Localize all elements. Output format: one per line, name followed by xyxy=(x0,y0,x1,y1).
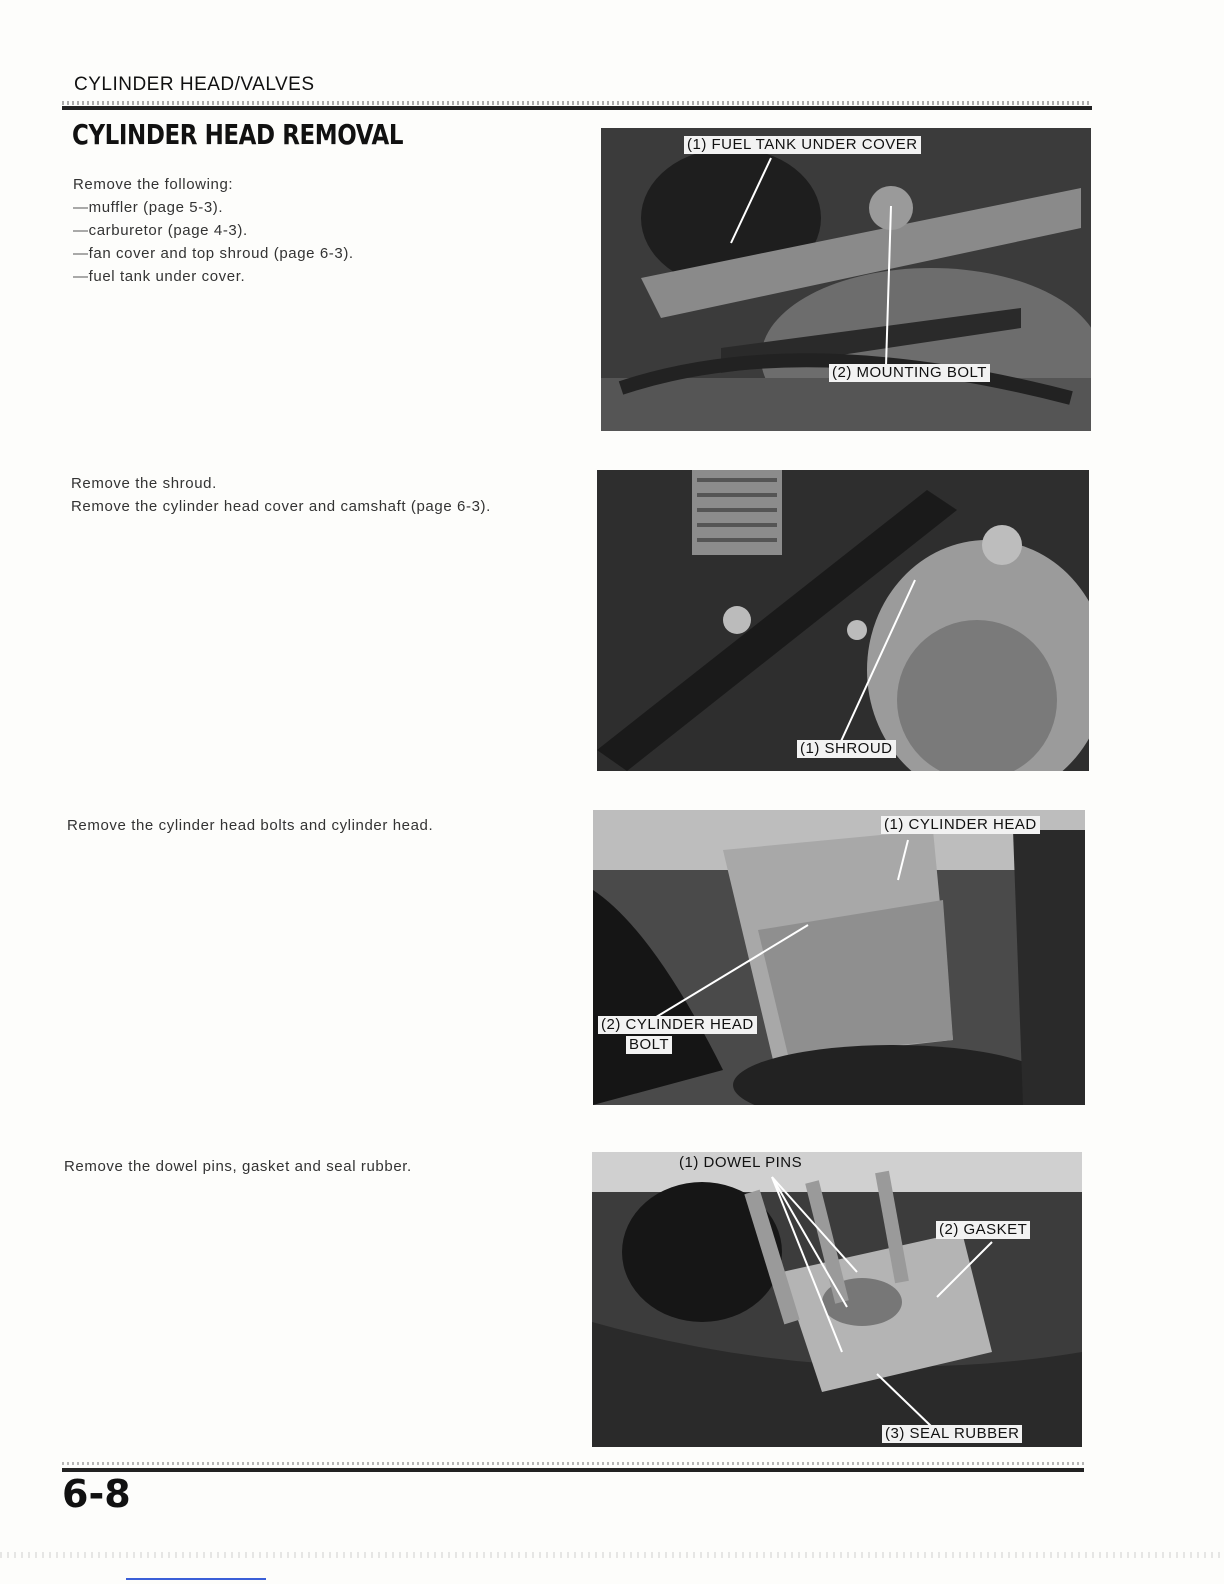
step-1-item: — carburetor (page 4-3). xyxy=(73,219,354,242)
step-4-text xyxy=(64,1155,412,1178)
engine-photo-image xyxy=(601,128,1091,431)
step-2-line: Remove the cylinder head cover and camshaft (page 6-3). xyxy=(71,498,491,515)
step-1-item: — fan cover and top shroud (page 6-3). xyxy=(73,242,354,265)
figure-cylinder-head xyxy=(593,810,1085,1105)
callout-cylinder-head-bolt-line2: BOLT xyxy=(626,1036,672,1054)
page-title: CYLINDER HEAD REMOVAL xyxy=(72,118,404,151)
footer-rule-texture xyxy=(62,1462,1084,1465)
callout-cylinder-head: (1) CYLINDER HEAD xyxy=(881,816,1040,834)
callout-gasket: (2) GASKET xyxy=(936,1221,1030,1239)
engine-photo-image xyxy=(597,470,1089,771)
callout-shroud: (1) SHROUD xyxy=(797,740,896,758)
step-1-text xyxy=(73,173,354,288)
page-number: 6-8 xyxy=(62,1472,131,1516)
callout-cylinder-head-bolt: (2) CYLINDER HEAD xyxy=(598,1016,757,1034)
step-4-line: Remove the dowel pins, gasket and seal rubber. xyxy=(64,1158,412,1175)
step-1-intro: Remove the following: xyxy=(73,176,234,193)
callout-fuel-tank-under-cover: (1) FUEL TANK UNDER COVER xyxy=(684,136,921,154)
step-1-item: — muffler (page 5-3). xyxy=(73,196,354,219)
step-2-line: Remove the shroud. xyxy=(71,475,217,492)
scan-artifact-line xyxy=(126,1578,266,1580)
scan-artifact xyxy=(0,1552,1224,1558)
engine-photo-image xyxy=(593,810,1085,1105)
step-2-text xyxy=(71,472,491,518)
callout-dowel-pins: (1) DOWEL PINS xyxy=(679,1154,803,1171)
step-1-item: — fuel tank under cover. xyxy=(73,265,354,288)
callout-seal-rubber: (3) SEAL RUBBER xyxy=(882,1425,1022,1443)
step-3-text xyxy=(67,814,433,837)
header-rule xyxy=(62,106,1092,110)
footer-rule xyxy=(62,1468,1084,1472)
engine-photo-image xyxy=(592,1152,1082,1447)
callout-mounting-bolt: (2) MOUNTING BOLT xyxy=(829,364,990,382)
figure-dowel-pins-gasket xyxy=(592,1152,1082,1447)
section-header: CYLINDER HEAD/VALVES xyxy=(74,74,315,95)
step-3-line: Remove the cylinder head bolts and cylinder head. xyxy=(67,817,434,834)
figure-fuel-tank-under-cover xyxy=(601,128,1091,431)
header-rule-texture xyxy=(62,101,1092,105)
figure-shroud xyxy=(597,470,1089,771)
